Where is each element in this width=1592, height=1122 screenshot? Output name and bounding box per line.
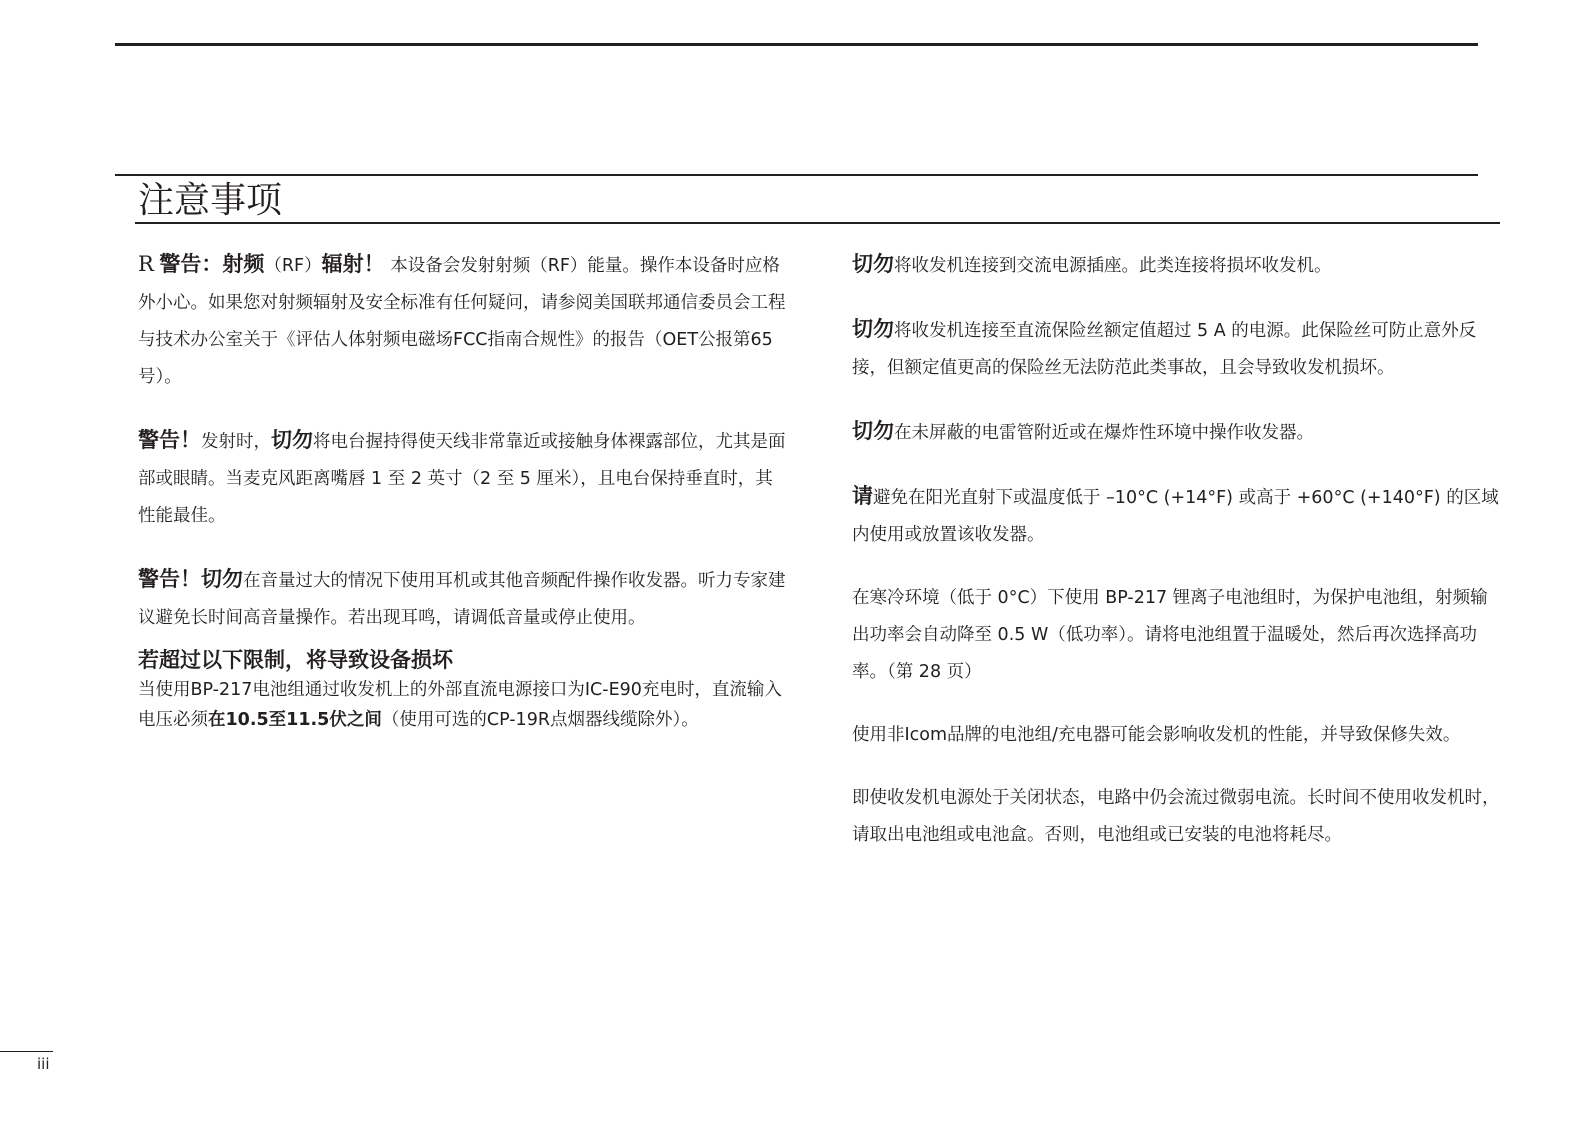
- ac-outlet-paragraph: [852, 246, 1504, 285]
- volume-warning-paragraph: [138, 561, 786, 637]
- limits-text-2: （使用可选的CP-19R点烟器线缆除外）。: [381, 710, 699, 730]
- dc-fuse-paragraph: [852, 311, 1504, 387]
- limits-text-1: 当使用BP-217电池组通过收发机上的外部直流电源接口为IC-E90充电时，直流输入电压必须: [138, 680, 782, 730]
- standby-current-paragraph: 即使收发机电源处于关闭状态，电路中仍会流过微弱电流。长时间不使用收发机时，请取出电池组或电池盒。否则，电池组或已安装的电池将耗尽。: [852, 788, 1500, 845]
- volume-warning-text: 在音量过大的情况下使用耳机或其他音频配件操作收发器。听力专家建议避免长时间高音量操作。若出现耳鸣，请调低音量或停止使用。: [138, 571, 786, 628]
- detonators-text: 在未屏蔽的电雷管附近或在爆炸性环境中操作收发器。: [894, 423, 1314, 443]
- section-rule-bottom: [135, 222, 1500, 224]
- section-title: 注意事项: [138, 180, 283, 221]
- section-rule-top: [115, 174, 1478, 176]
- rf-warning-radiation: 辐射！: [321, 252, 385, 276]
- left-column: [138, 246, 786, 761]
- page-number-rule: [0, 1051, 53, 1052]
- volume-warning-never: 切勿: [201, 567, 243, 591]
- temperature-paragraph: [852, 478, 1504, 554]
- antenna-warning-never: 切勿: [271, 428, 313, 452]
- detonators-lead: 切勿: [852, 419, 894, 443]
- rf-warning-paragraph: [138, 246, 786, 396]
- temperature-text: 避免在阳光直射下或温度低于 –10°C (+14°F) 或高于 +60°C (+140°F) 的区域内使用或放置该收发器。: [852, 488, 1499, 545]
- rf-warning-rf: （RF）: [264, 256, 322, 276]
- right-column: [852, 246, 1504, 880]
- dc-fuse-lead: 切勿: [852, 317, 894, 341]
- limits-paragraph: [138, 675, 786, 735]
- cold-environment-paragraph: 在寒冷环境（低于 0°C）下使用 BP-217 锂离子电池组时，为保护电池组，射频输出功率会自动降至 0.5 W（低功率）。请将电池组置于温暖处，然后再次选择高功率。（第 28 页）: [852, 588, 1488, 682]
- top-rule: [115, 43, 1478, 46]
- antenna-warning-paragraph: [138, 422, 786, 535]
- ac-outlet-text: 将收发机连接到交流电源插座。此类连接将损坏收发机。: [894, 256, 1332, 276]
- page-number: iii: [37, 1055, 50, 1073]
- rf-warning-text: 本设备会发射射频（RF）能量。操作本设备时应格外小心。如果您对射频辐射及安全标准有任何疑问，请参阅美国联邦通信委员会工程与技术办公室关于《评估人体射频电磁场FCC指南合规性》的报告（OET公报第65号）。: [138, 256, 786, 387]
- rf-warning-lead: 警告：射频: [159, 252, 265, 276]
- dc-fuse-text: 将收发机连接至直流保险丝额定值超过 5 A 的电源。此保险丝可防止意外反接，但额定值更高的保险丝无法防范此类事故，且会导致收发机损坏。: [852, 321, 1477, 378]
- ac-outlet-lead: 切勿: [852, 252, 894, 276]
- volume-warning-lead: 警告！: [138, 567, 201, 591]
- antenna-warning-text-2: 将电台握持得使天线非常靠近或接触身体裸露部位，尤其是面部或眼睛。当麦克风距离嘴唇 1 至 2 英寸（2 至 5 厘米），且电台保持垂直时，其性能最佳。: [138, 432, 786, 526]
- limits-voltage-range: 在10.5至11.5伏之间: [208, 710, 382, 730]
- limits-heading: 若超过以下限制，将导致设备损坏: [138, 648, 453, 672]
- antenna-warning-text-1: 发射时，: [201, 432, 271, 452]
- non-icom-paragraph: 使用非Icom品牌的电池组/充电器可能会影响收发机的性能，并导致保修失效。: [852, 725, 1461, 745]
- temperature-lead: 请: [852, 484, 873, 508]
- r-warning-mark: R: [138, 252, 154, 276]
- antenna-warning-lead: 警告！: [138, 428, 201, 452]
- detonators-paragraph: [852, 413, 1504, 452]
